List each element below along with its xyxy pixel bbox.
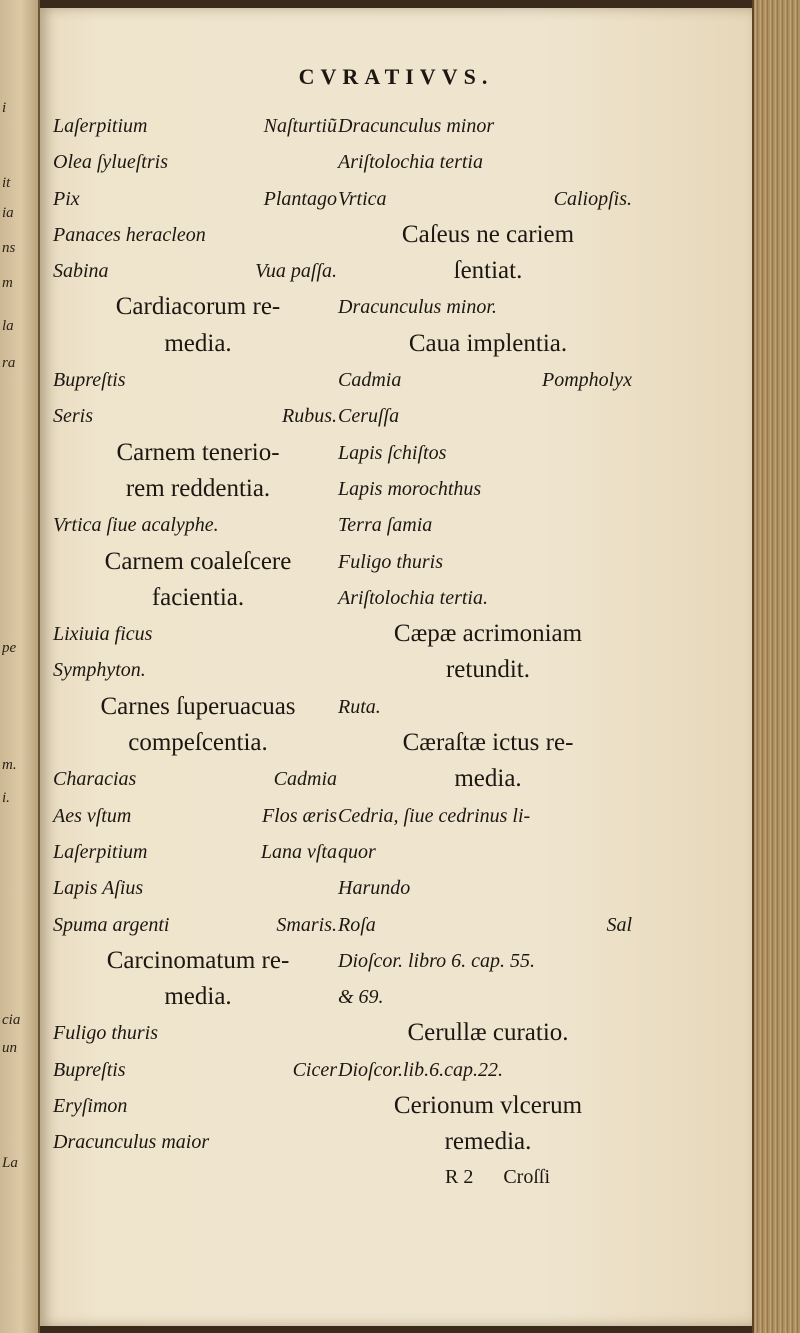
section-heading: Cæraſtæ ictus re- [402, 729, 574, 757]
previous-page-edge [0, 0, 40, 1333]
entry-term: Naſturtiũ [263, 115, 337, 137]
entry-term: & 69. [338, 986, 384, 1009]
entry-term: Seris [53, 405, 93, 428]
right-column [338, 108, 638, 1161]
section-heading: Cæpæ acrimoniam [393, 620, 583, 648]
section-heading: Carcinomatum re- [106, 946, 290, 974]
previous-page-fragment: cia [2, 1012, 21, 1028]
entry-term: Vua paſſa. [255, 260, 337, 283]
entry-term: Panaces heracleon [53, 223, 206, 246]
left-column [53, 108, 343, 1161]
entry-term: quor [338, 840, 376, 863]
previous-page-fragment: La [2, 1155, 18, 1171]
previous-page-fragment: pe [2, 640, 17, 656]
entry-term: Pompholyx [542, 369, 632, 392]
entry-term: Rubus. [282, 405, 337, 428]
entry-term: Lapis morochthus [338, 477, 482, 500]
catchword: Croſſi [503, 1166, 551, 1188]
entry-term: Lana vſta [260, 840, 337, 863]
entry-term: Spuma argenti [53, 913, 170, 936]
entry-pair [53, 398, 343, 434]
section-heading: Cerullæ curatio. [407, 1019, 569, 1047]
entry-pair [338, 181, 638, 217]
page-edges [752, 0, 800, 1333]
section-heading: Cerionum vlcerum [393, 1092, 583, 1120]
section-heading: Cardiacorum re- [115, 293, 281, 321]
entry-term: Bupreſtis [53, 369, 126, 392]
section-heading: retundit. [445, 656, 530, 684]
previous-page-fragment: la [2, 318, 14, 334]
entry-term: Ruta. [338, 695, 381, 718]
previous-page-fragment: ns [2, 240, 16, 256]
entry-pair [53, 181, 343, 217]
section-heading: Carnes ſuperuacuas [100, 692, 296, 720]
section-heading: media. [164, 983, 232, 1011]
entry-term: Pix [53, 187, 80, 210]
section-heading: Caſeus ne cariem [401, 220, 575, 248]
previous-page-fragment: i. [2, 790, 10, 806]
section-heading: Caua implentia. [408, 329, 568, 357]
entry-term: Laſerpitium [53, 115, 148, 137]
previous-page-fragment: i [2, 100, 7, 116]
entry-pair [53, 798, 343, 834]
section-heading: rem reddentia. [125, 474, 271, 502]
section-heading: media. [454, 765, 522, 793]
entry-pair [53, 761, 343, 797]
entry-term: Caliopſis. [553, 187, 632, 210]
section-heading: facientia. [151, 583, 245, 611]
entry-term: Smaris. [276, 913, 337, 936]
entry-term: Bupreſtis [53, 1058, 126, 1081]
entry-pair [338, 362, 638, 398]
entry-term: Olea ſylueſtris [53, 151, 168, 174]
entry-term: Fuligo thuris [338, 550, 444, 573]
entry-term: Ariſtolochia tertia. [338, 586, 488, 609]
entry-term: Dracunculus maior [53, 1131, 210, 1154]
entry-term: Cedria, ſiue cedrinus li- [338, 804, 531, 827]
entry-term: Cicer [292, 1058, 337, 1081]
entry-term: Lapis Aſius [53, 877, 144, 900]
entry-term: Laſerpitium [53, 840, 148, 863]
entry-term: Symphyton. [53, 659, 146, 682]
section-heading: Carnem tenerio- [116, 438, 280, 466]
entry-term: Eryſimon [53, 1095, 128, 1118]
previous-page-fragment: m [2, 275, 13, 291]
section-heading: remedia. [444, 1128, 532, 1156]
section-heading: compeſcentia. [128, 729, 268, 757]
book-page [40, 8, 752, 1326]
entry-term: Dracunculus minor. [338, 296, 497, 319]
entry-term: Dracunculus minor [338, 115, 495, 137]
previous-page-fragment: ra [2, 355, 16, 371]
entry-term: Vrtica ſiue acalyphe. [53, 514, 219, 537]
section-heading: Carnem coaleſcere [104, 547, 292, 575]
signature-line [445, 1166, 580, 1189]
entry-term: Cadmia [338, 369, 402, 392]
entry-term: Ariſtolochia tertia [338, 151, 483, 174]
running-header: CVRATIVVS. [298, 64, 494, 89]
entry-term: Flos æris [261, 804, 337, 827]
entry-pair [338, 907, 638, 943]
signature-mark: R 2 [445, 1166, 474, 1188]
entry-term: Cadmia [273, 768, 337, 791]
entry-pair [53, 108, 343, 144]
entry-term: Sabina [53, 260, 109, 283]
entry-pair [53, 834, 343, 870]
entry-term: Characias [53, 768, 137, 791]
entry-term: Sal [606, 913, 632, 936]
entry-term: Ceruſſa [338, 405, 400, 428]
entry-term: Plantago [263, 187, 337, 210]
entry-pair [53, 253, 343, 289]
entry-term: Roſa [338, 913, 376, 936]
entry-term: Lixiuia ficus [53, 623, 153, 646]
entry-term: Vrtica [338, 187, 387, 210]
entry-term: Harundo [338, 877, 411, 900]
entry-pair [53, 907, 343, 943]
section-heading: ſentiat. [453, 257, 523, 285]
entry-term: Aes vſtum [53, 804, 132, 827]
entry-term: Fuligo thuris [53, 1022, 159, 1045]
entry-term: Terra ſamia [338, 514, 433, 537]
entry-pair [53, 1052, 343, 1088]
previous-page-fragment: it [2, 175, 11, 191]
previous-page-fragment: ia [2, 205, 14, 221]
entry-term: Dioſcor.lib.6.cap.22. [338, 1058, 503, 1081]
previous-page-fragment: m. [2, 757, 17, 773]
section-heading: media. [164, 329, 232, 357]
entry-term: Lapis ſchiſtos [338, 441, 447, 464]
entry-term: Dioſcor. libro 6. cap. 55. [338, 949, 536, 972]
previous-page-fragment: un [2, 1040, 17, 1056]
